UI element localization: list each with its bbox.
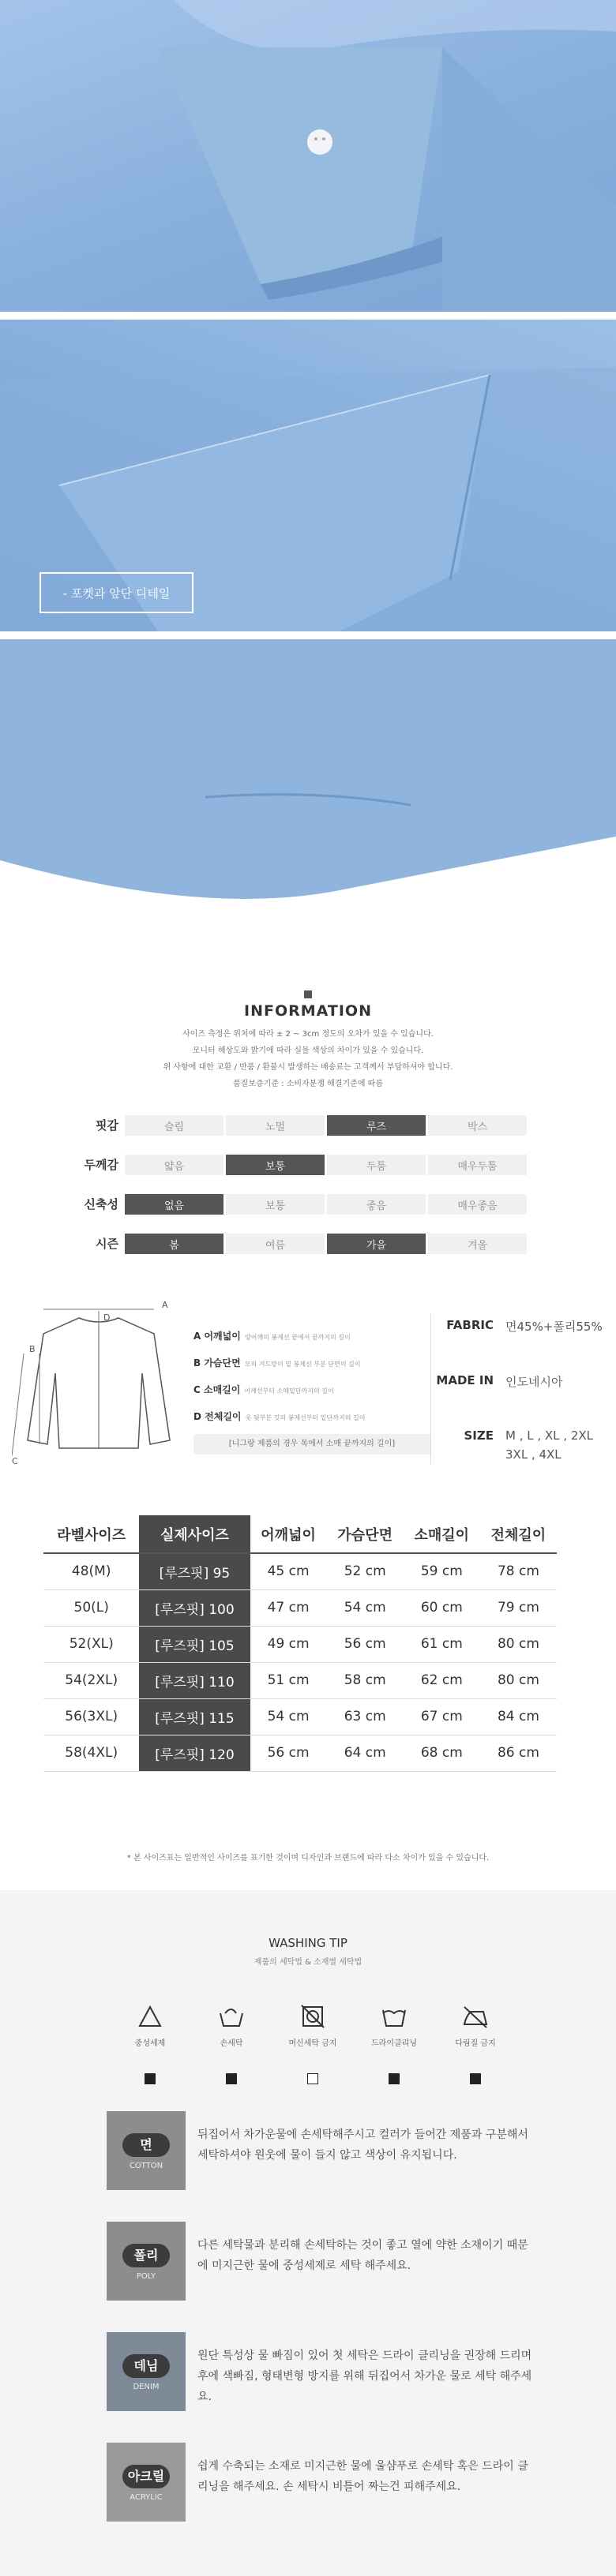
attr-fit-option-1: 슬림 bbox=[125, 1115, 223, 1136]
fabric-name: 폴리 bbox=[122, 2244, 170, 2267]
no-machine-wash-icon bbox=[297, 2002, 329, 2031]
col-shoulder: 어깨넓이 bbox=[250, 1515, 327, 1553]
wash-label: 다림질 금지 bbox=[455, 2039, 496, 2048]
product-photo-hem bbox=[0, 639, 616, 955]
cell: 80 cm bbox=[480, 1662, 557, 1698]
spec-size-value: M , L , XL , 2XL bbox=[505, 1428, 594, 1443]
legend-b-key: B 가슴단면 bbox=[193, 1357, 241, 1368]
fabric-acrylic-swatch bbox=[107, 2443, 186, 2522]
wash-check bbox=[145, 2073, 156, 2084]
col-label-size: 라벨사이즈 bbox=[43, 1515, 139, 1553]
cell: [루즈핏] 95 bbox=[139, 1553, 250, 1589]
table-row bbox=[43, 1626, 557, 1662]
cell: 52(XL) bbox=[43, 1626, 139, 1662]
attr-label-thickness: 두께감 bbox=[84, 1158, 118, 1172]
info-note-3: 위 사항에 대한 교환 / 반품 / 환불시 발생하는 배송료는 고객께서 부담하셔야 합니다. bbox=[163, 1063, 453, 1072]
cell: 78 cm bbox=[480, 1553, 557, 1589]
attr-thickness-option-1: 얇음 bbox=[125, 1155, 223, 1175]
product-photo-cuff bbox=[0, 0, 616, 312]
table-row bbox=[43, 1662, 557, 1698]
attr-fit-option-4: 박스 bbox=[428, 1115, 527, 1136]
cell: 79 cm bbox=[480, 1589, 557, 1626]
table-row bbox=[43, 1735, 557, 1771]
wash-item-dry-clean bbox=[366, 2002, 422, 2048]
size-table bbox=[43, 1515, 557, 1772]
legend-d-key: D 전체길이 bbox=[193, 1411, 242, 1422]
attr-season-option-4: 겨울 bbox=[428, 1234, 527, 1254]
attr-season-option-1: 봄 bbox=[125, 1234, 223, 1254]
cuff-detail-illustration bbox=[0, 0, 616, 312]
cell: 60 cm bbox=[404, 1589, 480, 1626]
attr-stretch-option-4: 매우좋음 bbox=[428, 1194, 527, 1215]
cell: 54 cm bbox=[327, 1589, 404, 1626]
attr-thickness-option-3: 두툼 bbox=[327, 1155, 426, 1175]
table-row bbox=[43, 1589, 557, 1626]
diagram-letter-b: B bbox=[29, 1344, 36, 1354]
legend-a-key: A 어깨넓이 bbox=[193, 1331, 241, 1342]
attr-label-season: 시즌 bbox=[96, 1237, 118, 1251]
cell: 56 cm bbox=[327, 1626, 404, 1662]
fabric-cotton-text: 뒤집어서 차가운물에 손세탁해주시고 컬러가 들어간 제품과 구분해서 세탁하셔야 원웃에 물이 들지 않고 색상이 유지됩니다. bbox=[197, 2129, 528, 2162]
col-sleeve: 소매길이 bbox=[404, 1515, 480, 1553]
attr-label-stretch: 신축성 bbox=[84, 1197, 118, 1211]
spec-fabric-key: FABRIC bbox=[446, 1318, 494, 1332]
info-marker bbox=[0, 987, 616, 1002]
attr-season-option-3: 가을 bbox=[327, 1234, 426, 1254]
cell: 49 cm bbox=[250, 1626, 327, 1662]
cell: [루즈핏] 100 bbox=[139, 1589, 250, 1626]
diagram-letter-c: C bbox=[12, 1456, 18, 1464]
shirt-measure-diagram bbox=[12, 1298, 182, 1464]
cell: 56(3XL) bbox=[43, 1698, 139, 1735]
measure-legend bbox=[193, 1322, 430, 1455]
cell: 64 cm bbox=[327, 1735, 404, 1771]
legend-b-desc: 모의 겨드랑이 밑 봉제선 부분 단면의 길이 bbox=[244, 1361, 361, 1368]
washing-tip-section bbox=[0, 1890, 616, 2576]
spec-madein-value: 인도네시아 bbox=[505, 1375, 563, 1389]
legend-c-desc: 어깨선부터 소매밑단까지의 길이 bbox=[244, 1387, 334, 1395]
fabric-cotton-swatch bbox=[107, 2111, 186, 2190]
diagram-letter-a: A bbox=[162, 1300, 168, 1310]
table-row bbox=[43, 1698, 557, 1735]
cell: 48(M) bbox=[43, 1553, 139, 1589]
fabric-en: COTTON bbox=[129, 2162, 163, 2170]
washing-title: WASHING TIP bbox=[269, 1936, 347, 1950]
hand-wash-icon bbox=[216, 2002, 247, 2031]
wash-check bbox=[470, 2073, 481, 2084]
wash-check bbox=[389, 2073, 400, 2084]
cell: 45 cm bbox=[250, 1553, 327, 1589]
cell: 84 cm bbox=[480, 1698, 557, 1735]
wash-item-hand bbox=[204, 2002, 259, 2048]
cell: 61 cm bbox=[404, 1626, 480, 1662]
cell: 86 cm bbox=[480, 1735, 557, 1771]
legend-d-desc: 옷 뒷부분 깃의 봉제선부터 밑단까지의 길이 bbox=[245, 1414, 366, 1421]
cell: 54 cm bbox=[250, 1698, 327, 1735]
wash-label: 중성세제 bbox=[134, 2039, 166, 2048]
cell: 62 cm bbox=[404, 1662, 480, 1698]
fabric-denim-swatch bbox=[107, 2332, 186, 2411]
pocket-detail-tag: - 포켓과 앞단 디테일 bbox=[39, 572, 193, 613]
attr-fit-option-2: 노멀 bbox=[226, 1115, 325, 1136]
wash-item-neutral bbox=[122, 2002, 178, 2048]
diagram-letter-d: D bbox=[103, 1312, 111, 1323]
attr-fit-option-3: 루즈 bbox=[327, 1115, 426, 1136]
fabric-poly-swatch bbox=[107, 2222, 186, 2301]
size-table-header bbox=[43, 1515, 557, 1553]
cell: [루즈핏] 120 bbox=[139, 1735, 250, 1771]
wash-item-no-machine bbox=[285, 2002, 340, 2048]
info-note-2: 모니터 해상도와 밝기에 따라 실물 색상의 차이가 있을 수 있습니다. bbox=[192, 1046, 424, 1055]
cell: 54(2XL) bbox=[43, 1662, 139, 1698]
attr-season-option-2: 여름 bbox=[226, 1234, 325, 1254]
no-iron-icon bbox=[460, 2002, 491, 2031]
info-note-1: 사이즈 측정은 위치에 따라 ± 2 ~ 3cm 정도의 오차가 있을 수 있습니다. bbox=[182, 1030, 434, 1039]
cell: 58 cm bbox=[327, 1662, 404, 1698]
cell: 67 cm bbox=[404, 1698, 480, 1735]
fabric-acrylic-text: 쉽게 수축되는 소재로 미지근한 물에 울샴푸로 손세탁 혹은 드라이 클리닝을 해주세요. 손 세탁시 비틀어 짜는건 피해주세요. bbox=[197, 2460, 528, 2493]
info-note-4: 품질보증기준 : 소비자분쟁 해결기준에 따름 bbox=[233, 1080, 383, 1088]
neutral-detergent-icon bbox=[134, 2002, 166, 2031]
product-photo-pocket bbox=[0, 320, 616, 631]
spec-madein-key: MADE IN bbox=[436, 1373, 494, 1387]
cell: [루즈핏] 110 bbox=[139, 1662, 250, 1698]
fabric-denim-text: 원단 특성상 물 빠짐이 있어 첫 세탁은 드라이 클리닝을 권장해 드리며 후에 색빠짐, 형태변형 방지를 위해 뒤집어서 차가운 물로 세탁 해주세요. bbox=[197, 2349, 532, 2403]
fabric-name: 데님 bbox=[122, 2354, 170, 2378]
wash-item-no-iron bbox=[448, 2002, 503, 2048]
wash-label: 머신세탁 금지 bbox=[288, 2039, 337, 2048]
wash-check bbox=[307, 2073, 318, 2084]
size-table-footnote: * 본 사이즈표는 일반적인 사이즈를 표기한 것이며 디자인과 브랜드에 따라 다소 차이가 있을 수 있습니다. bbox=[126, 1854, 490, 1863]
wash-label: 드라이클리닝 bbox=[371, 2039, 417, 2048]
wash-label: 손세탁 bbox=[220, 2039, 243, 2048]
cell: 47 cm bbox=[250, 1589, 327, 1626]
table-row bbox=[43, 1553, 557, 1589]
hem-detail-illustration bbox=[0, 639, 616, 955]
cell: [루즈핏] 115 bbox=[139, 1698, 250, 1735]
wash-check bbox=[226, 2073, 237, 2084]
attr-stretch-option-2: 보통 bbox=[226, 1194, 325, 1215]
info-title: INFORMATION bbox=[244, 1002, 372, 1020]
fabric-name: 면 bbox=[122, 2133, 170, 2157]
legend-c-key: C 소매길이 bbox=[193, 1384, 241, 1395]
attr-stretch-option-1: 없음 bbox=[125, 1194, 223, 1215]
fabric-en: DENIM bbox=[133, 2383, 160, 2391]
col-real-size: 실제사이즈 bbox=[139, 1515, 250, 1553]
cell: 68 cm bbox=[404, 1735, 480, 1771]
legend-note: [니그랑 제품의 경우 목에서 소매 끝까지의 길이] bbox=[193, 1434, 430, 1455]
fabric-en: ACRYLIC bbox=[130, 2493, 163, 2502]
spec-fabric-value: 면45%+폴리55% bbox=[505, 1320, 603, 1334]
cell: 51 cm bbox=[250, 1662, 327, 1698]
col-length: 전체길이 bbox=[480, 1515, 557, 1553]
attr-thickness-option-2: 보통 bbox=[226, 1155, 325, 1175]
attr-stretch-option-3: 좋음 bbox=[327, 1194, 426, 1215]
fabric-name: 아크릴 bbox=[122, 2465, 170, 2488]
cell: [루즈핏] 105 bbox=[139, 1626, 250, 1662]
fabric-poly-text: 다른 세탁물과 분리해 손세탁하는 것이 좋고 열에 약한 소재이기 때문에 미지근한 물에 중성세제로 세탁 해주세요. bbox=[197, 2239, 528, 2272]
legend-a-desc: 양어깨의 봉제선 끝에서 끝까지의 길이 bbox=[244, 1334, 351, 1341]
cell: 56 cm bbox=[250, 1735, 327, 1771]
spec-size-value-2: 3XL , 4XL bbox=[505, 1447, 562, 1462]
cell: 63 cm bbox=[327, 1698, 404, 1735]
dry-clean-icon bbox=[378, 2002, 410, 2031]
cell: 50(L) bbox=[43, 1589, 139, 1626]
attr-thickness-option-4: 매우두툼 bbox=[428, 1155, 527, 1175]
washing-subtitle: 제품의 세탁법 & 소재별 세탁법 bbox=[254, 1958, 362, 1967]
spec-size-key: SIZE bbox=[464, 1428, 494, 1443]
cell: 80 cm bbox=[480, 1626, 557, 1662]
fabric-en: POLY bbox=[136, 2272, 156, 2281]
cell: 59 cm bbox=[404, 1553, 480, 1589]
cell: 52 cm bbox=[327, 1553, 404, 1589]
attr-label-fit: 핏감 bbox=[96, 1118, 118, 1133]
col-chest: 가슴단면 bbox=[327, 1515, 404, 1553]
cell: 58(4XL) bbox=[43, 1735, 139, 1771]
